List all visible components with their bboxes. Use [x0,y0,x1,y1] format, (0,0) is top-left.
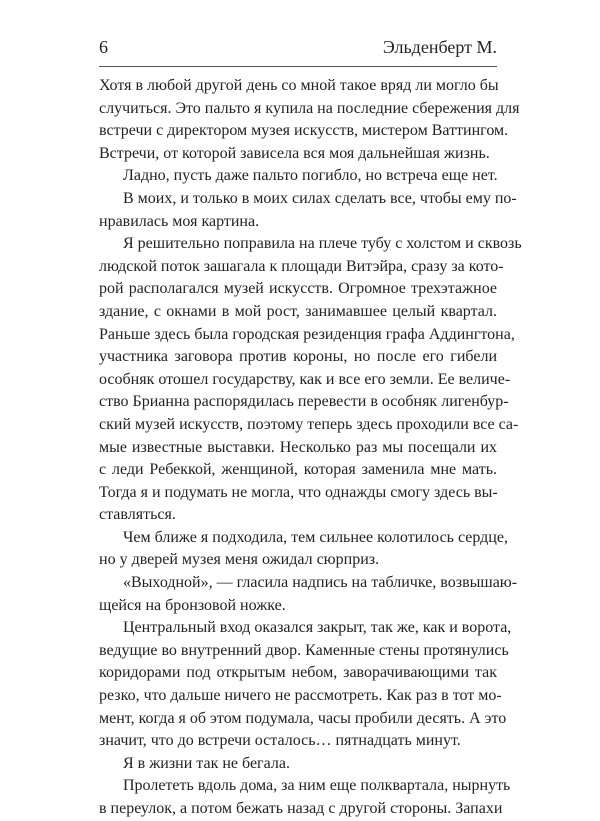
text-line: ведущие во внутренний двор. Каменные стены протянулись [99,641,509,659]
body-text [99,75,522,821]
text-line: случиться. Это пальто я купила на последние сбережения для [99,99,520,117]
page-number: 6 [99,37,108,57]
text-line: значит, что до встречи осталось… пятнадцать минут. [99,732,461,750]
text-line: нравилась моя картина. [99,212,260,230]
header-rule [99,66,497,67]
text-line: ставляться. [99,506,176,524]
text-line: мент, когда я об этом подумала, часы пробили десять. А это [99,709,507,727]
text-line: здание, с окнами в мой рост, занимавшее целый квартал. [99,302,497,320]
text-line: Я решительно поправила на плече тубу с холстом и сквозь [123,235,522,253]
text-line: Ладно, пусть даже пальто погибло, но встреча еще нет. [123,167,498,185]
text-line: встречи с директором музея искусств, мистером Ваттингом. [99,122,509,140]
text-line: В моих, и только в моих силах сделать все, чтобы ему по- [123,189,517,207]
text-line: в переулок, а потом бежать назад с другой стороны. Запахи [99,800,503,817]
text-line: Пролететь вдоль дома, за ним еще полквартала, нырнуть [123,777,511,795]
text-line: мые известные выставки. Несколько раз мы посещали их [99,438,497,456]
text-line: «Выходной», — гласила надпись на табличке, возвышаю- [123,574,518,592]
text-line: Я в жизни так не бегала. [123,754,290,772]
text-line: резко, что дальше ничего не рассмотреть. Как раз в тот мо- [99,687,502,705]
text-line: Чем ближе я подходила, тем сильнее колотилось сердце, [123,528,508,546]
text-line: Раньше здесь была городская резиденция графа Аддингтона, [99,325,515,343]
text-line: Хотя в любой другой день со мной такое вряд ли могло бы [99,77,499,94]
text-line: коридорами под открытым небом, заворачивающими так [99,664,497,682]
text-line: Центральный вход оказался закрыт, так же, как и ворота, [123,619,512,637]
text-line: рой располагался музей искусств. Огромное трехэтажное [99,280,497,298]
text-line: особняк отошел государству, как и все его земли. Ее величе- [99,370,511,388]
text-line: щейся на бронзовой ножке. [99,596,286,614]
page-header [99,37,497,59]
text-line: ский музей искусств, поэтому теперь здесь проходили все са- [99,415,519,433]
running-head-author: Эльденберт М. [382,37,497,57]
text-line: участника заговора против короны, но после его гибели [99,348,497,366]
text-line: но у дверей музея меня ожидал сюрприз. [99,551,380,569]
text-line: Тогда я и подумать не могла, что однажды смогу здесь вы- [99,483,498,501]
text-line: с леди Ребеккой, женщиной, которая заменила мне мать. [99,461,497,479]
text-line: людской поток зашагала к площади Витэйра, сразу за кото- [99,257,504,275]
text-line: ство Брианна распорядилась перевести в особняк лигенбур- [99,393,509,411]
text-line: Встречи, от которой зависела вся моя дальнейшая жизнь. [99,144,490,162]
